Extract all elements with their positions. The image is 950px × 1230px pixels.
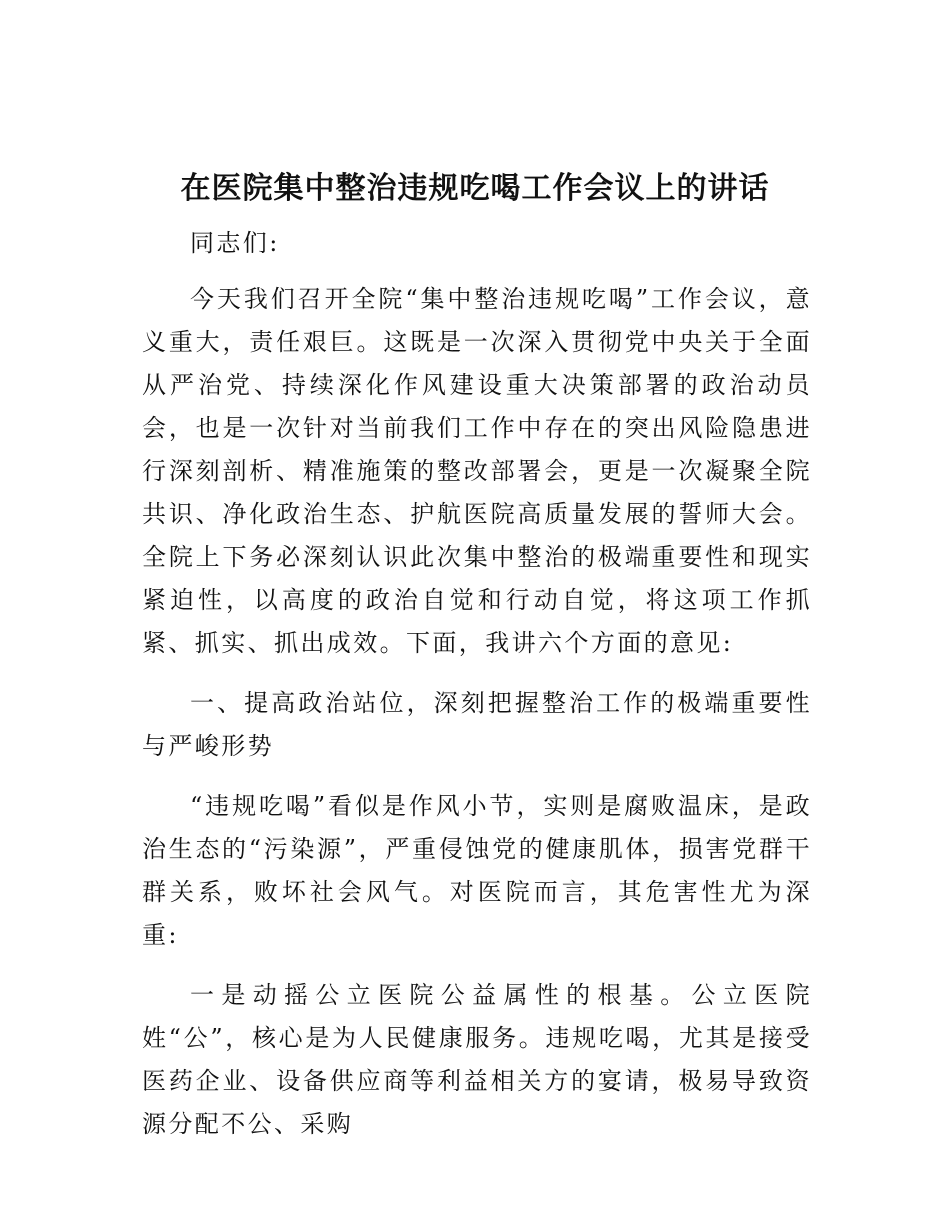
document-body: [142, 222, 812, 1163]
section-heading-1: 一、提高政治站位，深刻把握整治工作的极端重要性与严峻形势: [142, 689, 812, 760]
paragraph-intro: 今天我们召开全院“集中整治违规吃喝”工作会议，意义重大，责任艰巨。这既是一次深入贯彻党中央关于全面从严治党、持续深化作风建设重大决策部署的政治动员会，也是一次针对当前我们工作中存在的突出风险隐患进行深刻剖析、精准施策的整改部署会，更是一次凝聚全院共识、净化政治生态、护航医院高质量发展的誓师大会。全院上下务必深刻认识此次集中整治的极端重要性和现实紧迫性，以高度的政治自觉和行动自觉，将这项工作抓紧、抓实、抓出成效。下面，我讲六个方面的意见:: [142, 285, 812, 657]
page-title: 在医院集中整治违规吃喝工作会议上的讲话: [180, 171, 770, 206]
salutation: 同志们:: [190, 229, 280, 257]
paragraph-section-1: “违规吃喝”看似是作风小节，实则是腐败温床，是政治生态的“污染源”，严重侵蚀党的健康肌体，损害党群干群关系，败坏社会风气。对医院而言，其危害性尤为深重:: [142, 792, 812, 949]
paragraph-point-1: 一是动摇公立医院公益属性的根基。公立医院姓“公”，核心是为人民健康服务。违规吃喝，尤其是接受医药企业、设备供应商等利益相关方的宴请，极易导致资源分配不公、采购: [142, 981, 812, 1138]
